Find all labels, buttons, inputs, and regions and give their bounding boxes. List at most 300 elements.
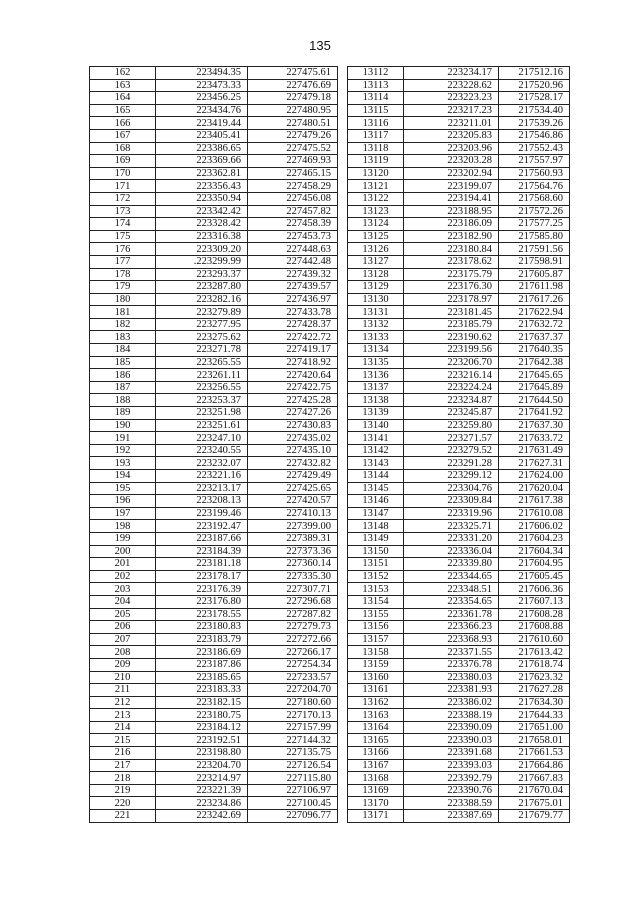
y-coord-left-cell: 227254.34	[248, 658, 338, 671]
y-coord-left-cell: 227475.61	[248, 67, 338, 80]
column-gap	[338, 205, 348, 218]
column-gap	[338, 457, 348, 470]
y-coord-right-cell: 217610.08	[499, 507, 570, 520]
point-number-left-cell: 171	[90, 180, 156, 193]
y-coord-left-cell: 227456.08	[248, 192, 338, 205]
point-number-right-cell: 13113	[348, 79, 404, 92]
table-row	[90, 520, 570, 533]
column-gap	[338, 684, 348, 697]
table-row	[90, 129, 570, 142]
point-number-right-cell: 13131	[348, 306, 404, 319]
y-coord-right-cell: 217645.65	[499, 369, 570, 382]
x-coord-right-cell: 223325.71	[404, 520, 499, 533]
x-coord-left-cell: 223253.37	[156, 394, 248, 407]
point-number-right-cell: 13150	[348, 545, 404, 558]
y-coord-left-cell: 227360.14	[248, 558, 338, 571]
y-coord-left-cell: 227106.97	[248, 784, 338, 797]
x-coord-right-cell: 223371.55	[404, 646, 499, 659]
point-number-right-cell: 13130	[348, 293, 404, 306]
x-coord-left-cell: 223419.44	[156, 117, 248, 130]
point-number-left-cell: 200	[90, 545, 156, 558]
point-number-right-cell: 13133	[348, 331, 404, 344]
x-coord-right-cell: 223202.94	[404, 167, 499, 180]
column-gap	[338, 608, 348, 621]
x-coord-left-cell: 223350.94	[156, 192, 248, 205]
y-coord-left-cell: 227428.37	[248, 318, 338, 331]
x-coord-left-cell: 223242.69	[156, 810, 248, 823]
point-number-right-cell: 13129	[348, 281, 404, 294]
y-coord-left-cell: 227448.63	[248, 243, 338, 256]
column-gap	[338, 583, 348, 596]
x-coord-right-cell: 223206.70	[404, 356, 499, 369]
point-number-left-cell: 175	[90, 230, 156, 243]
x-coord-right-cell: 223393.03	[404, 759, 499, 772]
x-coord-left-cell: 223187.66	[156, 532, 248, 545]
point-number-left-cell: 209	[90, 658, 156, 671]
y-coord-left-cell: 227233.57	[248, 671, 338, 684]
y-coord-right-cell: 217512.16	[499, 67, 570, 80]
y-coord-left-cell: 227399.00	[248, 520, 338, 533]
point-number-right-cell: 13141	[348, 432, 404, 445]
table-row	[90, 407, 570, 420]
table-row	[90, 104, 570, 117]
table-row	[90, 155, 570, 168]
column-gap	[338, 230, 348, 243]
point-number-right-cell: 13132	[348, 318, 404, 331]
x-coord-right-cell: 223199.56	[404, 344, 499, 357]
y-coord-left-cell: 227100.45	[248, 797, 338, 810]
point-number-left-cell: 181	[90, 306, 156, 319]
y-coord-right-cell: 217560.93	[499, 167, 570, 180]
x-coord-right-cell: 223188.95	[404, 205, 499, 218]
point-number-right-cell: 13162	[348, 696, 404, 709]
y-coord-right-cell: 217637.30	[499, 419, 570, 432]
point-number-right-cell: 13158	[348, 646, 404, 659]
y-coord-right-cell: 217645.89	[499, 381, 570, 394]
column-gap	[338, 117, 348, 130]
y-coord-right-cell: 217658.01	[499, 734, 570, 747]
x-coord-right-cell: 223199.07	[404, 180, 499, 193]
x-coord-left-cell: 223356.43	[156, 180, 248, 193]
point-number-right-cell: 13114	[348, 92, 404, 105]
point-number-left-cell: 206	[90, 621, 156, 634]
point-number-left-cell: 192	[90, 444, 156, 457]
x-coord-right-cell: 223176.30	[404, 281, 499, 294]
table-row	[90, 344, 570, 357]
point-number-left-cell: 217	[90, 759, 156, 772]
table-row	[90, 356, 570, 369]
y-coord-left-cell: 227465.15	[248, 167, 338, 180]
x-coord-left-cell: 223275.62	[156, 331, 248, 344]
y-coord-left-cell: 227453.73	[248, 230, 338, 243]
x-coord-right-cell: 223259.80	[404, 419, 499, 432]
y-coord-left-cell: 227425.65	[248, 482, 338, 495]
x-coord-right-cell: 223224.24	[404, 381, 499, 394]
column-gap	[338, 633, 348, 646]
point-number-left-cell: 194	[90, 470, 156, 483]
point-number-right-cell: 13167	[348, 759, 404, 772]
x-coord-left-cell: 223186.69	[156, 646, 248, 659]
y-coord-right-cell: 217591.56	[499, 243, 570, 256]
x-coord-right-cell: 223366.23	[404, 621, 499, 634]
point-number-left-cell: 219	[90, 784, 156, 797]
y-coord-left-cell: 227425.28	[248, 394, 338, 407]
y-coord-left-cell: 227433.78	[248, 306, 338, 319]
y-coord-right-cell: 217623.32	[499, 671, 570, 684]
x-coord-right-cell: 223299.12	[404, 470, 499, 483]
point-number-left-cell: 179	[90, 281, 156, 294]
x-coord-right-cell: 223203.28	[404, 155, 499, 168]
x-coord-left-cell: 223328.42	[156, 218, 248, 231]
y-coord-right-cell: 217631.49	[499, 444, 570, 457]
y-coord-left-cell: 227480.51	[248, 117, 338, 130]
x-coord-left-cell: 223309.20	[156, 243, 248, 256]
table-row	[90, 608, 570, 621]
table-row	[90, 142, 570, 155]
x-coord-left-cell: 223183.79	[156, 633, 248, 646]
table-row	[90, 684, 570, 697]
point-number-right-cell: 13164	[348, 721, 404, 734]
x-coord-right-cell: 223234.87	[404, 394, 499, 407]
x-coord-left-cell: 223456.25	[156, 92, 248, 105]
column-gap	[338, 495, 348, 508]
x-coord-right-cell: 223386.02	[404, 696, 499, 709]
point-number-left-cell: 174	[90, 218, 156, 231]
x-coord-right-cell: 223309.84	[404, 495, 499, 508]
x-coord-left-cell: 223180.75	[156, 709, 248, 722]
table-row	[90, 432, 570, 445]
table-row	[90, 117, 570, 130]
column-gap	[338, 658, 348, 671]
x-coord-left-cell: 223185.65	[156, 671, 248, 684]
y-coord-right-cell: 217607.13	[499, 595, 570, 608]
coordinates-table	[89, 66, 570, 823]
y-coord-left-cell: 227419.17	[248, 344, 338, 357]
column-gap	[338, 255, 348, 268]
y-coord-left-cell: 227458.39	[248, 218, 338, 231]
x-coord-right-cell: 223181.45	[404, 306, 499, 319]
y-coord-right-cell: 217604.34	[499, 545, 570, 558]
column-gap	[338, 444, 348, 457]
point-number-right-cell: 13118	[348, 142, 404, 155]
x-coord-right-cell: 223391.68	[404, 747, 499, 760]
y-coord-right-cell: 217604.95	[499, 558, 570, 571]
column-gap	[338, 407, 348, 420]
point-number-right-cell: 13163	[348, 709, 404, 722]
point-number-left-cell: 191	[90, 432, 156, 445]
point-number-right-cell: 13154	[348, 595, 404, 608]
point-number-left-cell: 162	[90, 67, 156, 80]
point-number-right-cell: 13115	[348, 104, 404, 117]
y-coord-right-cell: 217598.91	[499, 255, 570, 268]
column-gap	[338, 268, 348, 281]
y-coord-left-cell: 227126.54	[248, 759, 338, 772]
y-coord-left-cell: 227479.18	[248, 92, 338, 105]
table-row	[90, 545, 570, 558]
y-coord-right-cell: 217640.35	[499, 344, 570, 357]
y-coord-left-cell: 227476.69	[248, 79, 338, 92]
table-row	[90, 671, 570, 684]
y-coord-right-cell: 217610.60	[499, 633, 570, 646]
table-row	[90, 394, 570, 407]
y-coord-left-cell: 227435.02	[248, 432, 338, 445]
column-gap	[338, 129, 348, 142]
point-number-left-cell: 166	[90, 117, 156, 130]
point-number-right-cell: 13161	[348, 684, 404, 697]
table-row	[90, 218, 570, 231]
point-number-right-cell: 13116	[348, 117, 404, 130]
x-coord-left-cell: 223247.10	[156, 432, 248, 445]
x-coord-right-cell: 223319.96	[404, 507, 499, 520]
table-row	[90, 331, 570, 344]
y-coord-left-cell: 227272.66	[248, 633, 338, 646]
column-gap	[338, 810, 348, 823]
x-coord-right-cell: 223368.93	[404, 633, 499, 646]
x-coord-right-cell: 223178.62	[404, 255, 499, 268]
point-number-left-cell: 218	[90, 772, 156, 785]
point-number-right-cell: 13120	[348, 167, 404, 180]
x-coord-left-cell: 223234.86	[156, 797, 248, 810]
point-number-left-cell: 186	[90, 369, 156, 382]
table-row	[90, 621, 570, 634]
x-coord-left-cell: 223180.83	[156, 621, 248, 634]
x-coord-left-cell: 223265.55	[156, 356, 248, 369]
x-coord-left-cell: 223198.80	[156, 747, 248, 760]
point-number-left-cell: 208	[90, 646, 156, 659]
y-coord-right-cell: 217604.23	[499, 532, 570, 545]
table-row	[90, 772, 570, 785]
y-coord-right-cell: 217546.86	[499, 129, 570, 142]
y-coord-left-cell: 227266.17	[248, 646, 338, 659]
point-number-left-cell: 199	[90, 532, 156, 545]
point-number-left-cell: 213	[90, 709, 156, 722]
column-gap	[338, 470, 348, 483]
y-coord-left-cell: 227157.99	[248, 721, 338, 734]
y-coord-left-cell: 227427.26	[248, 407, 338, 420]
point-number-right-cell: 13126	[348, 243, 404, 256]
point-number-right-cell: 13143	[348, 457, 404, 470]
x-coord-right-cell: 223380.03	[404, 671, 499, 684]
y-coord-left-cell: 227422.75	[248, 381, 338, 394]
column-gap	[338, 696, 348, 709]
column-gap	[338, 520, 348, 533]
point-number-left-cell: 220	[90, 797, 156, 810]
point-number-left-cell: 163	[90, 79, 156, 92]
column-gap	[338, 558, 348, 571]
x-coord-left-cell: 223251.61	[156, 419, 248, 432]
x-coord-left-cell: 223176.39	[156, 583, 248, 596]
y-coord-left-cell: 227373.36	[248, 545, 338, 558]
point-number-right-cell: 13136	[348, 369, 404, 382]
column-gap	[338, 155, 348, 168]
y-coord-left-cell: 227420.64	[248, 369, 338, 382]
y-coord-right-cell: 217634.30	[499, 696, 570, 709]
point-number-right-cell: 13157	[348, 633, 404, 646]
y-coord-left-cell: 227307.71	[248, 583, 338, 596]
point-number-right-cell: 13135	[348, 356, 404, 369]
column-gap	[338, 318, 348, 331]
table-row	[90, 230, 570, 243]
column-gap	[338, 104, 348, 117]
x-coord-right-cell: 223194.41	[404, 192, 499, 205]
table-row	[90, 658, 570, 671]
table-row	[90, 293, 570, 306]
x-coord-right-cell: 223203.96	[404, 142, 499, 155]
y-coord-left-cell: 227170.13	[248, 709, 338, 722]
point-number-left-cell: 167	[90, 129, 156, 142]
point-number-left-cell: 210	[90, 671, 156, 684]
x-coord-right-cell: 223182.90	[404, 230, 499, 243]
table-row	[90, 696, 570, 709]
column-gap	[338, 545, 348, 558]
x-coord-left-cell: 223279.89	[156, 306, 248, 319]
x-coord-left-cell: 223184.39	[156, 545, 248, 558]
column-gap	[338, 772, 348, 785]
table-row	[90, 306, 570, 319]
y-coord-left-cell: 227442.48	[248, 255, 338, 268]
table-row	[90, 507, 570, 520]
point-number-left-cell: 164	[90, 92, 156, 105]
point-number-left-cell: 201	[90, 558, 156, 571]
y-coord-right-cell: 217613.42	[499, 646, 570, 659]
x-coord-right-cell: 223216.14	[404, 369, 499, 382]
column-gap	[338, 218, 348, 231]
x-coord-right-cell: 223387.69	[404, 810, 499, 823]
point-number-right-cell: 13160	[348, 671, 404, 684]
y-coord-left-cell: 227335.30	[248, 570, 338, 583]
point-number-left-cell: 214	[90, 721, 156, 734]
x-coord-left-cell: 223182.15	[156, 696, 248, 709]
x-coord-left-cell: 223282.16	[156, 293, 248, 306]
table-row	[90, 419, 570, 432]
y-coord-right-cell: 217577.25	[499, 218, 570, 231]
y-coord-left-cell: 227096.77	[248, 810, 338, 823]
x-coord-right-cell: 223390.03	[404, 734, 499, 747]
column-gap	[338, 281, 348, 294]
table-row	[90, 482, 570, 495]
x-coord-right-cell: 223339.80	[404, 558, 499, 571]
point-number-left-cell: 198	[90, 520, 156, 533]
table-row	[90, 79, 570, 92]
y-coord-left-cell: 227432.82	[248, 457, 338, 470]
point-number-right-cell: 13149	[348, 532, 404, 545]
table-row	[90, 192, 570, 205]
x-coord-left-cell: 223240.55	[156, 444, 248, 457]
point-number-right-cell: 13168	[348, 772, 404, 785]
x-coord-right-cell: 223388.19	[404, 709, 499, 722]
point-number-right-cell: 13156	[348, 621, 404, 634]
x-coord-right-cell: 223331.20	[404, 532, 499, 545]
column-gap	[338, 92, 348, 105]
point-number-left-cell: 170	[90, 167, 156, 180]
column-gap	[338, 759, 348, 772]
column-gap	[338, 344, 348, 357]
y-coord-right-cell: 217534.40	[499, 104, 570, 117]
y-coord-left-cell: 227429.49	[248, 470, 338, 483]
column-gap	[338, 331, 348, 344]
y-coord-left-cell: 227479.26	[248, 129, 338, 142]
point-number-left-cell: 177	[90, 255, 156, 268]
y-coord-left-cell: 227115.80	[248, 772, 338, 785]
x-coord-left-cell: 223277.95	[156, 318, 248, 331]
table-row	[90, 532, 570, 545]
y-coord-left-cell: 227279.73	[248, 621, 338, 634]
y-coord-right-cell: 217667.83	[499, 772, 570, 785]
x-coord-right-cell: 223271.57	[404, 432, 499, 445]
x-coord-left-cell: 223271.78	[156, 344, 248, 357]
column-gap	[338, 293, 348, 306]
x-coord-right-cell: 223186.09	[404, 218, 499, 231]
point-number-left-cell: 178	[90, 268, 156, 281]
y-coord-right-cell: 217557.97	[499, 155, 570, 168]
point-number-left-cell: 196	[90, 495, 156, 508]
x-coord-left-cell: 223287.80	[156, 281, 248, 294]
y-coord-right-cell: 217528.17	[499, 92, 570, 105]
column-gap	[338, 369, 348, 382]
y-coord-right-cell: 217624.00	[499, 470, 570, 483]
x-coord-right-cell: 223211.01	[404, 117, 499, 130]
x-coord-right-cell: 223228.62	[404, 79, 499, 92]
x-coord-left-cell: .223299.99	[156, 255, 248, 268]
y-coord-right-cell: 217611.98	[499, 281, 570, 294]
x-coord-right-cell: 223376.78	[404, 658, 499, 671]
x-coord-left-cell: 223213.17	[156, 482, 248, 495]
x-coord-right-cell: 223388.59	[404, 797, 499, 810]
y-coord-right-cell: 217572.26	[499, 205, 570, 218]
column-gap	[338, 356, 348, 369]
x-coord-left-cell: 223176.80	[156, 595, 248, 608]
point-number-right-cell: 13117	[348, 129, 404, 142]
x-coord-left-cell: 223187.86	[156, 658, 248, 671]
x-coord-right-cell: 223361.78	[404, 608, 499, 621]
y-coord-left-cell: 227389.31	[248, 532, 338, 545]
y-coord-left-cell: 227435.10	[248, 444, 338, 457]
column-gap	[338, 482, 348, 495]
y-coord-right-cell: 217632.72	[499, 318, 570, 331]
x-coord-left-cell: 223369.66	[156, 155, 248, 168]
point-number-left-cell: 204	[90, 595, 156, 608]
column-gap	[338, 784, 348, 797]
point-number-left-cell: 189	[90, 407, 156, 420]
point-number-left-cell: 212	[90, 696, 156, 709]
point-number-right-cell: 13147	[348, 507, 404, 520]
point-number-right-cell: 13138	[348, 394, 404, 407]
x-coord-left-cell: 223221.39	[156, 784, 248, 797]
table-row	[90, 281, 570, 294]
x-coord-right-cell: 223223.23	[404, 92, 499, 105]
table-row	[90, 646, 570, 659]
point-number-right-cell: 13151	[348, 558, 404, 571]
column-gap	[338, 394, 348, 407]
x-coord-right-cell: 223390.76	[404, 784, 499, 797]
x-coord-left-cell: 223178.17	[156, 570, 248, 583]
x-coord-left-cell: 223251.98	[156, 407, 248, 420]
table-row	[90, 470, 570, 483]
point-number-left-cell: 168	[90, 142, 156, 155]
point-number-left-cell: 221	[90, 810, 156, 823]
column-gap	[338, 432, 348, 445]
point-number-left-cell: 183	[90, 331, 156, 344]
point-number-left-cell: 176	[90, 243, 156, 256]
x-coord-right-cell: 223348.51	[404, 583, 499, 596]
point-number-right-cell: 13159	[348, 658, 404, 671]
table-row	[90, 734, 570, 747]
point-number-right-cell: 13165	[348, 734, 404, 747]
x-coord-left-cell: 223386.65	[156, 142, 248, 155]
point-number-right-cell: 13119	[348, 155, 404, 168]
column-gap	[338, 532, 348, 545]
y-coord-right-cell: 217627.28	[499, 684, 570, 697]
